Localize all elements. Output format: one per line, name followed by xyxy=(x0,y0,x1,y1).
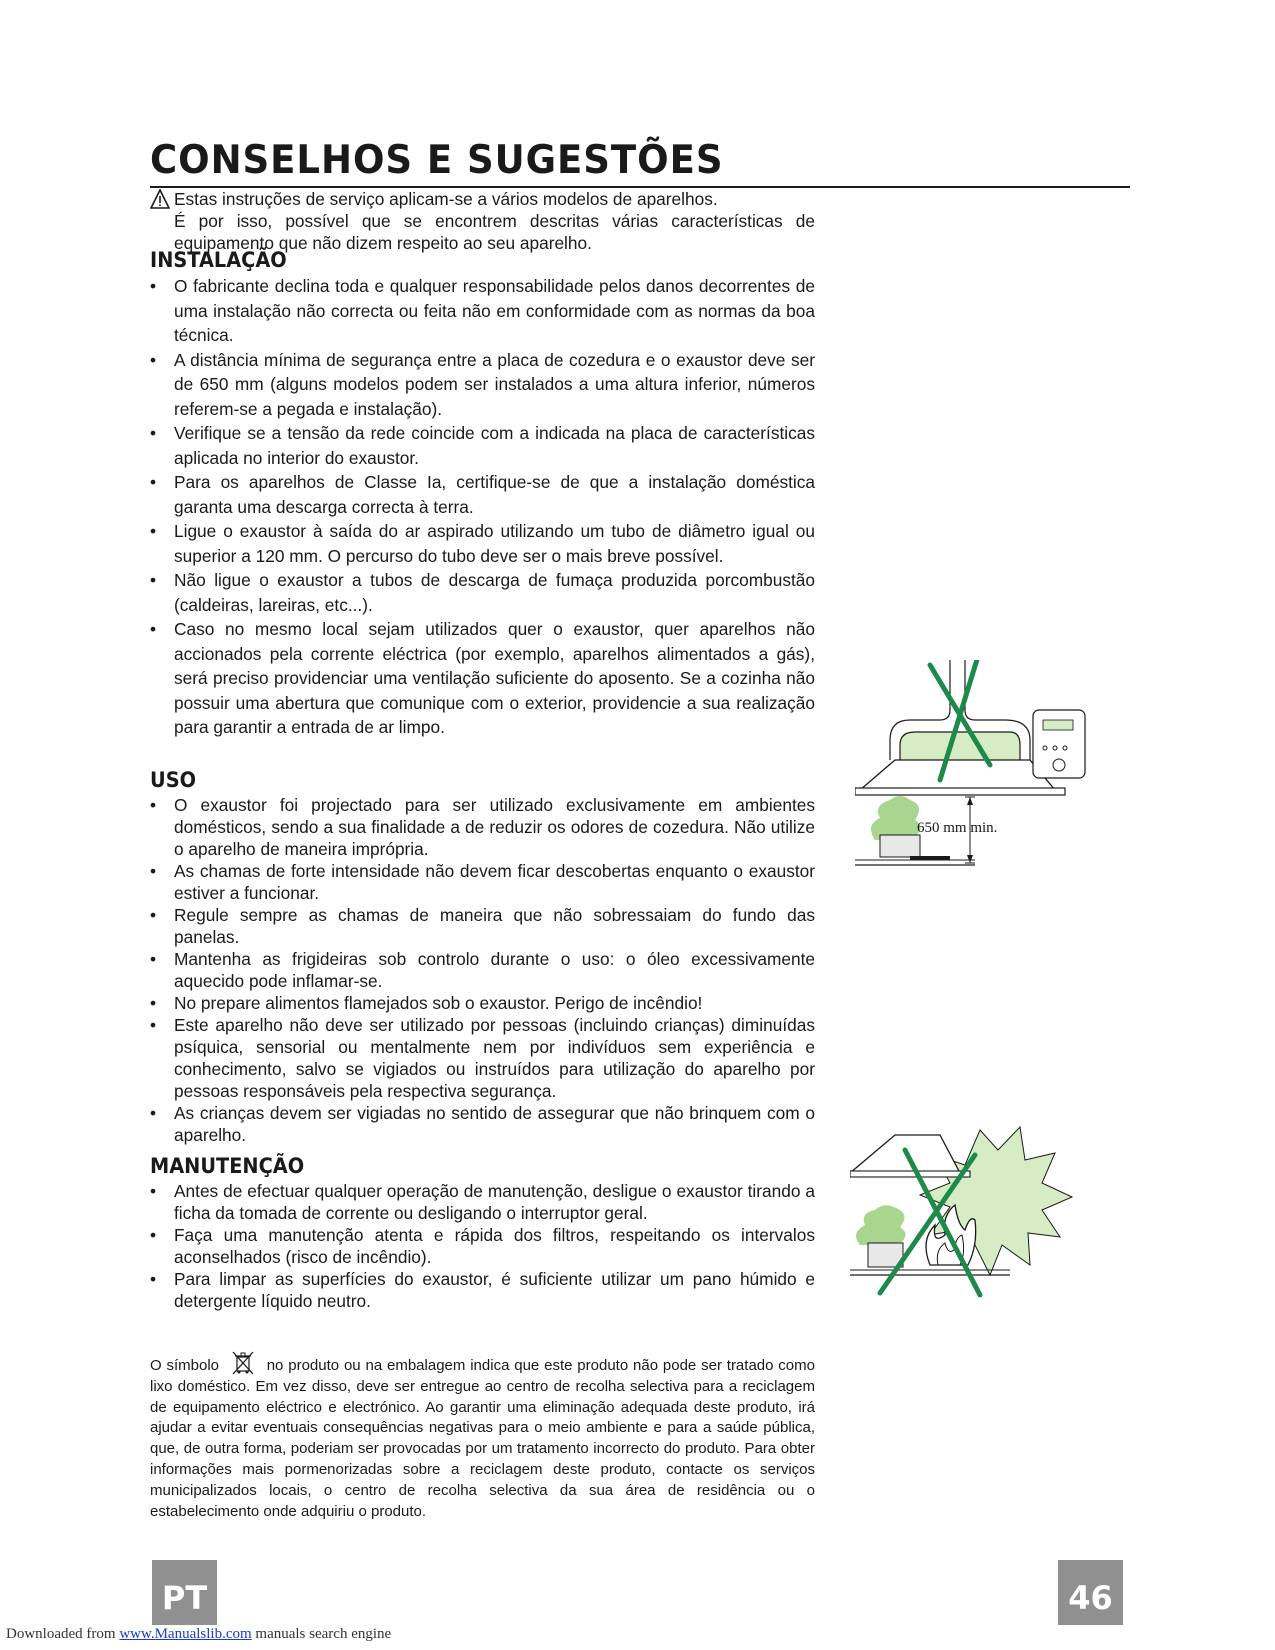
language-code: PT xyxy=(161,1579,208,1617)
instalacao-heading: INSTALAÇÃO xyxy=(150,248,287,272)
list-item: • Faça uma manutenção atenta e rápida dos filtros, respeitando os intervalos aconselhados (risco de incêndio). xyxy=(150,1224,815,1268)
list-item: • Ligue o exaustor à saída do ar aspirado utilizando um tubo de diâmetro igual ou superior a 120 mm. O percurso do tubo deve ser o mais breve possível. xyxy=(150,519,815,568)
list-item: • O exaustor foi projectado para ser utilizado exclusivamente em ambientes domésticos, sendo a sua finalidade a de reduzir os odores de cozedura. Não utilize o aparelho de maneira imprópria. xyxy=(150,794,815,860)
manutencao-heading: MANUTENÇÃO xyxy=(150,1154,305,1178)
manutencao-list xyxy=(150,1180,815,1312)
crossed-bin-icon xyxy=(230,1350,256,1376)
warning-line-2: É por isso, possível que se encontrem descritas várias características de equipamento que não dizem respeito ao seu aparelho. xyxy=(174,211,815,253)
list-item: • O fabricante declina toda e qualquer responsabilidade pelos danos decorrentes de uma instalação não correcta ou feita não em conformidade com as normas da boa técnica. xyxy=(150,274,815,348)
list-item: • Regule sempre as chamas de maneira que não sobressaiam do fundo das panelas. xyxy=(150,904,815,948)
uso-heading: USO xyxy=(150,768,197,792)
list-item: • A distância mínima de segurança entre a placa de cozedura e o exaustor deve ser de 650 mm (alguns modelos podem ser instalados a uma altura inferior, números referem-se a pegada e instalação). xyxy=(150,348,815,422)
warning-triangle-icon xyxy=(150,189,170,209)
hood-distance-illustration xyxy=(855,660,1095,910)
list-item: • Mantenha as frigideiras sob controlo durante o uso: o óleo excessivamente aquecido pode inflamar-se. xyxy=(150,948,815,992)
list-item: • Antes de efectuar qualquer operação de manutenção, desligue o exaustor tirando a ficha da tomada de corrente ou desligando o interruptor geral. xyxy=(150,1180,815,1224)
page-number-badge xyxy=(1058,1560,1123,1625)
weee-text-start: O símbolo xyxy=(150,1357,220,1374)
page-title: CONSELHOS E SUGESTÕES xyxy=(150,138,724,183)
list-item: • Verifique se a tensão da rede coincide com a indicada na placa de características aplicada no interior do exaustor. xyxy=(150,421,815,470)
distance-label: 650 mm min. xyxy=(917,820,998,836)
uso-list xyxy=(150,794,815,1146)
warning-note xyxy=(150,188,815,254)
list-item: • As crianças devem ser vigiadas no sentido de assegurar que não brinquem com o aparelho. xyxy=(150,1102,815,1146)
list-item: • Este aparelho não deve ser utilizado por pessoas (incluindo crianças) diminuídas psíquica, sensorial ou mentalmente nem por indivíduos sem experiência e conhecimento, salvo se vigiados ou instruídos para utilização do aparelho por pessoas responsáveis pela respectiva segurança. xyxy=(150,1014,815,1102)
page-number: 46 xyxy=(1068,1579,1113,1617)
manutencao-section xyxy=(150,1152,815,1312)
warning-line-1: Estas instruções de serviço aplicam-se a vários modelos de aparelhos. xyxy=(174,189,718,209)
weee-text-rest: no produto ou na embalagem indica que este produto não pode ser tratado como lixo doméstico. Em vez disso, deve ser entregue ao centro de recolha selectiva para a reciclagem de equipamento eléctrico e electrónico. Ao garantir uma eliminação adequada deste produto, irá ajudar a evitar eventuais consequências negativas para o meio ambiente e para a saúde pública, que, de outra forma, poderiam ser provocadas por um tratamento incorrecto do produto. Para obter informações mais pormenorizadas sobre a reciclagem deste produto, contacte os serviços municipalizados locais, o centro de recolha selectiva da sua área de residência ou o estabelecimento onde adquiriu o produto. xyxy=(150,1357,815,1520)
language-badge xyxy=(152,1560,217,1625)
flame-warning-illustration xyxy=(850,1125,1090,1300)
list-item: • Caso no mesmo local sejam utilizados quer o exaustor, quer aparelhos não accionados pela corrente eléctrica (por exemplo, aparelhos alimentados a gás), será preciso providenciar uma ventilação suficiente do aposento. Se a cozinha não possuir uma abertura que comunique com o exterior, providencie a sua realização para garantir a entrada de ar limpo. xyxy=(150,617,815,740)
download-footer xyxy=(6,1626,391,1643)
uso-section xyxy=(150,766,815,1146)
list-item: • Para limpar as superfícies do exaustor, é suficiente utilizar um pano húmido e detergente líquido neutro. xyxy=(150,1268,815,1312)
download-prefix: Downloaded from xyxy=(6,1626,116,1642)
instalacao-section xyxy=(150,246,815,740)
manualslib-link[interactable]: www.Manualslib.com xyxy=(119,1626,252,1642)
list-item: • No prepare alimentos flamejados sob o exaustor. Perigo de incêndio! xyxy=(150,992,815,1014)
download-suffix: manuals search engine xyxy=(255,1626,392,1642)
weee-notice xyxy=(150,1350,815,1522)
list-item: • Para os aparelhos de Classe Ia, certifique-se de que a instalação doméstica garanta uma descarga correcta à terra. xyxy=(150,470,815,519)
list-item: • As chamas de forte intensidade não devem ficar descobertas enquanto o exaustor estiver a funcionar. xyxy=(150,860,815,904)
instalacao-list xyxy=(150,274,815,740)
list-item: • Não ligue o exaustor a tubos de descarga de fumaça produzida porcombustão (caldeiras, lareiras, etc...). xyxy=(150,568,815,617)
